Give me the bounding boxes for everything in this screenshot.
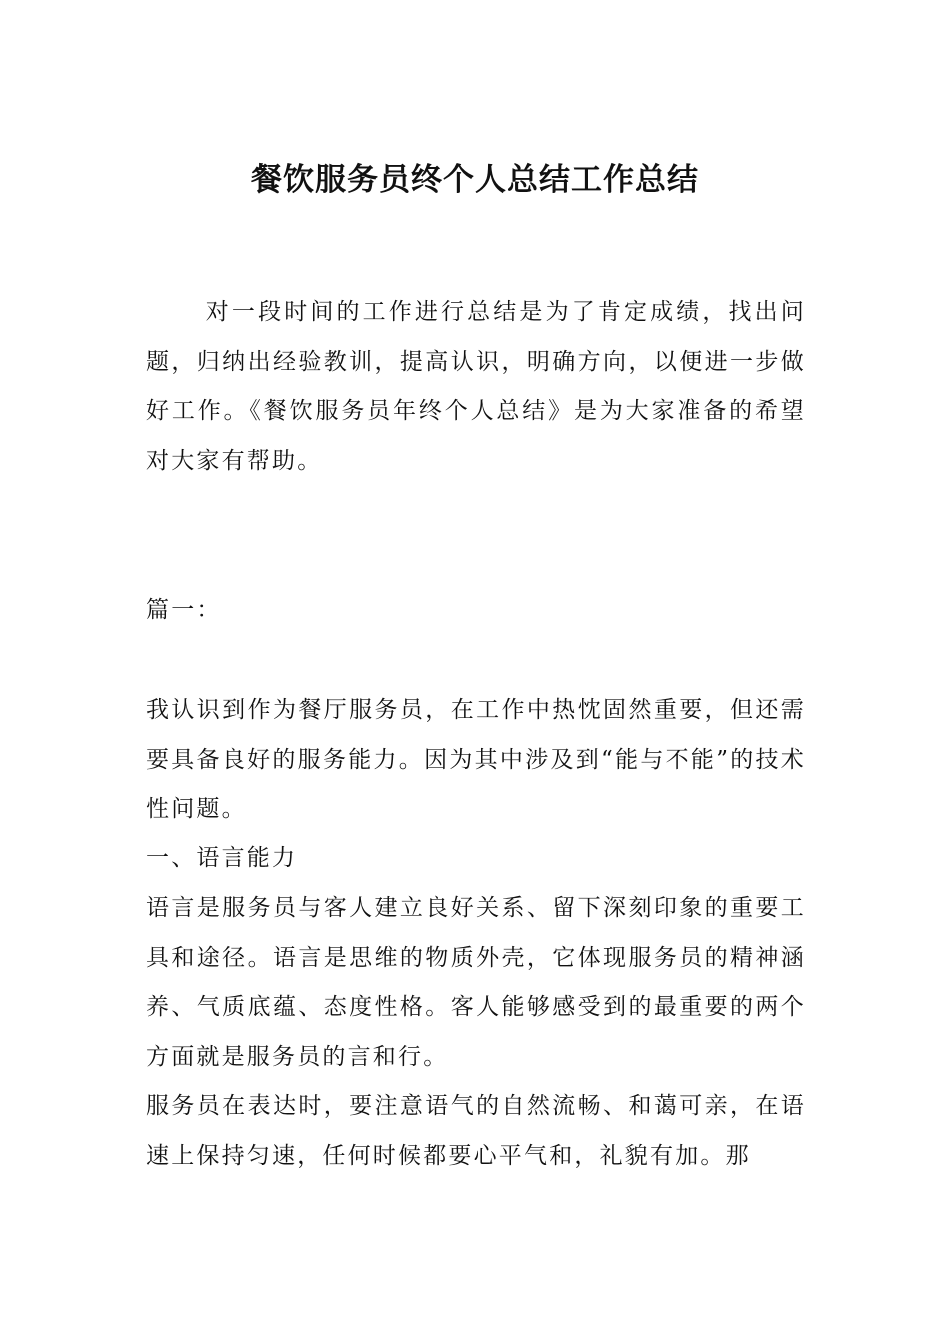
- section-label: 篇一：: [146, 597, 222, 623]
- body-paragraph-2: 语言是服务员与客人建立良好关系、留下深刻印象的重要工具和途径。语言是思维的物质外壳，它体现服务员的精神涵养、气质底蕴、态度性格。客人能够感受到的最重要的两个方面就是服务员的言和行。: [146, 895, 806, 1070]
- body-paragraph-3: 服务员在表达时，要注意语气的自然流畅、和蔼可亲，在语速上保持匀速，任何时候都要心平气和，礼貌有加。那: [146, 1093, 806, 1169]
- intro-paragraph: 对一段时间的工作进行总结是为了肯定成绩，找出问题，归纳出经验教训，提高认识，明确方向，以便进一步做好工作。《餐饮服务员年终个人总结》是为大家准备的希望对大家有帮助。: [146, 299, 806, 474]
- section-heading-1: 一、语言能力: [146, 845, 298, 871]
- document-title: 餐饮服务员终个人总结工作总结: [251, 162, 699, 198]
- body-paragraph-1: 我认识到作为餐厅服务员，在工作中热忱固然重要，但还需要具备良好的服务能力。因为其中涉及到“能与不能”的技术性问题。: [146, 697, 806, 822]
